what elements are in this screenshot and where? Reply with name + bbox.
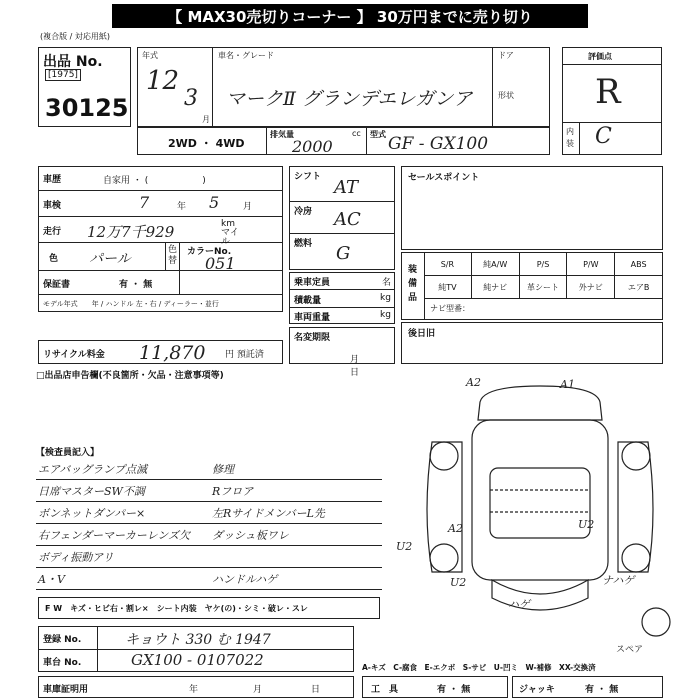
inspection-year: 7 — [139, 193, 150, 212]
load-unit: kg — [380, 293, 391, 303]
cert-f1: 年 — [189, 685, 199, 695]
weight-label: 車両重量 — [294, 313, 331, 323]
title-banner: 【 MAX30売切りコーナー 】 30万円までに売り切り — [112, 4, 588, 28]
vehicle-header-box — [137, 47, 550, 127]
color-code-value: 051 — [205, 254, 236, 273]
inspector-note-right: 左RサイドメンバーL先 — [212, 507, 325, 520]
fw-row — [38, 597, 380, 619]
inspector-note-right: 修理 — [212, 463, 234, 476]
color-change-label: 色替 — [168, 245, 178, 266]
car-cabin — [490, 468, 590, 538]
inspector-note-row — [36, 458, 382, 480]
color-code-label: カラーNo. — [187, 247, 232, 257]
reg-deadline-box — [289, 327, 395, 378]
capacity-label: 乗車定員 — [294, 278, 331, 288]
year-unit: 月 — [202, 115, 210, 124]
recycle-box — [38, 340, 283, 364]
tools-box — [362, 676, 508, 698]
damage-mark-a1-top: A1 — [560, 378, 575, 391]
equipment-label: 装備品 — [408, 265, 418, 303]
inspector-note-right: ダッシュ板ワレ — [212, 529, 289, 542]
wheel-front-right — [622, 442, 650, 470]
door-label: ドア — [498, 51, 514, 60]
car-roof-outline — [478, 386, 602, 420]
recycle-unit: 円 預託済 — [225, 350, 264, 360]
cert-label: 車庫証明用 — [43, 685, 89, 695]
jack-label: ジャッキ — [519, 685, 555, 695]
damage-mark-u2-rear: U2 — [450, 576, 467, 589]
model-year-row: モデル年式 年 / ハンドル 左・右 / ディーラー・並行 — [43, 300, 219, 308]
history-label: 車歴 — [43, 175, 62, 185]
equipment-grid — [424, 253, 663, 299]
displacement-label: 排気量 — [270, 130, 294, 139]
lot-number: 30125 — [45, 94, 129, 122]
car-damage-diagram — [392, 372, 688, 660]
year-month: 3 — [184, 86, 198, 111]
lot-label: 出品 No. — [43, 54, 103, 70]
car-top-body — [472, 420, 608, 580]
registration-box — [38, 626, 354, 672]
chassis-label: 車台 No. — [43, 658, 82, 668]
reg-deadline-unit: 月日 — [350, 355, 380, 378]
interior-label: 内装 — [566, 127, 574, 148]
equipment-item: S/R — [424, 253, 472, 276]
inspection-year-unit: 年 — [177, 202, 187, 212]
name-value: マークⅡ グランデエレガンア — [226, 88, 473, 110]
damage-mark-hage: ハゲ — [508, 598, 530, 611]
model-label: 型式 — [370, 130, 386, 139]
reg-deadline-label: 名変期限 — [294, 333, 331, 343]
sales-point-box — [401, 166, 663, 250]
damage-legend: A-キズ C-腐食 E-エクボ S-サビ U-凹ミ W-補修 XX-交換済 — [362, 663, 596, 672]
equipment-item: P/S — [520, 253, 568, 276]
displacement-unit: cc — [352, 129, 361, 138]
model-value: GF - GX100 — [388, 134, 489, 154]
load-label: 積載量 — [294, 296, 322, 306]
wheel-rear-left — [430, 544, 458, 572]
wheel-rear-right — [622, 544, 650, 572]
fuel-value: G — [336, 243, 351, 264]
year-value: 12 — [146, 66, 180, 96]
subheader: (複合版 / 対応用紙) — [40, 32, 111, 41]
cert-box — [38, 676, 354, 698]
fuel-label: 燃料 — [294, 239, 313, 249]
inspector-note-right: ハンドルハゲ — [212, 573, 278, 586]
tools-label: 工 具 — [371, 685, 399, 695]
equipment-item: 外ナビ — [567, 276, 615, 299]
shift-value: AT — [334, 177, 359, 198]
score-box — [562, 47, 662, 155]
damage-mark-a2-side: A2 — [448, 522, 463, 535]
recycle-label: リサイクル料金 — [43, 350, 105, 360]
inspection-month-unit: 月 — [243, 202, 253, 212]
history-value: 自家用 ・ ( ) — [103, 176, 206, 186]
shift-label: シフト — [294, 172, 322, 182]
damage-mark-nahage: ナハゲ — [602, 574, 635, 587]
interior-value: C — [595, 124, 612, 149]
year-label: 年式 — [142, 51, 158, 60]
name-label: 車名・グレード — [218, 51, 274, 60]
post-install-box — [401, 322, 663, 364]
equipment-item: P/W — [567, 253, 615, 276]
ac-label: 冷房 — [294, 207, 313, 217]
equipment-item: 純ナビ — [472, 276, 520, 299]
warranty-label: 保証書 — [43, 280, 71, 290]
inspector-note-left: エアバッグランプ点滅 — [38, 463, 148, 476]
equipment-item: エアB — [615, 276, 663, 299]
equipment-item: 革シート — [520, 276, 568, 299]
inspector-notes — [36, 458, 382, 596]
lot-small: [1975] — [45, 69, 81, 81]
inspector-note-left: 右フェンダーマーカーレンズ欠 — [38, 529, 190, 542]
warranty-value: 有 ・ 無 — [119, 280, 153, 290]
spare-tire — [642, 608, 670, 636]
weight-unit: kg — [380, 310, 391, 320]
registration-label: 登録 No. — [43, 635, 82, 645]
equipment-item: ABS — [615, 253, 663, 276]
score-label: 評価点 — [588, 52, 612, 61]
inspector-note-row — [36, 546, 382, 568]
equipment-box — [401, 252, 663, 320]
spare-label: スペア — [616, 645, 644, 655]
inspector-note-left: A・V — [38, 573, 65, 586]
post-install-label: 後日旧 — [408, 329, 436, 339]
inspector-note-row — [36, 524, 382, 546]
tools-value: 有 ・ 無 — [437, 685, 471, 695]
inspector-note-right: Rフロア — [212, 485, 254, 498]
fw-row-text: F W キズ・ヒビ右・割レ× シート内装 ヤケ(の)・シミ・破レ・スレ — [45, 604, 308, 613]
equipment-item: 純A/W — [472, 253, 520, 276]
shape-label: 形状 — [498, 91, 514, 100]
damage-mark-u2-left: U2 — [396, 540, 413, 553]
inspector-note-row — [36, 480, 382, 502]
jack-box — [512, 676, 663, 698]
navi-model: ナビ型番： — [430, 304, 470, 313]
notes-header: □出品店申告欄(不良箇所・欠品・注意事項等) — [36, 371, 224, 381]
capacity-box — [289, 272, 395, 324]
capacity-unit: 名 — [382, 278, 392, 288]
lot-box — [38, 47, 131, 127]
equipment-item: 純TV — [424, 276, 472, 299]
cert-f2: 月 — [253, 685, 263, 695]
color-label: 色 — [49, 254, 59, 264]
recycle-value: 11,870 — [139, 342, 206, 364]
damage-mark-u2-side: U2 — [578, 518, 595, 531]
spec-row — [137, 127, 550, 155]
inspector-header: 【検査員記入】 — [36, 448, 100, 458]
chassis-value: GX100 - 0107022 — [131, 651, 264, 669]
inspector-note-row — [36, 502, 382, 524]
wheel-front-left — [430, 442, 458, 470]
info-block — [38, 166, 283, 312]
inspection-label: 車検 — [43, 201, 62, 211]
car-front-bumper — [492, 580, 588, 610]
drive-value: 2WD ・ 4WD — [168, 137, 245, 150]
inspector-note-left: ボンネットダンパー× — [38, 507, 146, 520]
inspector-note-row — [36, 568, 382, 590]
mileage-value: 12万7千929 — [87, 223, 175, 241]
mileage-label: 走行 — [43, 227, 62, 237]
displacement-value: 2000 — [292, 137, 333, 156]
ac-value: AC — [334, 209, 361, 230]
damage-mark-a2-top: A2 — [466, 376, 481, 389]
inspector-note-left: ボディ振動アリ — [38, 551, 114, 564]
mileage-unit: km マイル — [221, 219, 239, 247]
jack-value: 有 ・ 無 — [585, 685, 619, 695]
shift-box — [289, 166, 395, 270]
sales-point-label: セールスポイント — [408, 173, 480, 183]
cert-f3: 日 — [311, 685, 321, 695]
color-value: パール — [89, 251, 131, 267]
registration-value: キョウト 330 む 1947 — [125, 632, 271, 648]
inspection-month: 5 — [209, 193, 220, 212]
inspector-note-left: 日席マスターSW不調 — [38, 485, 145, 498]
score-value: R — [595, 72, 621, 112]
